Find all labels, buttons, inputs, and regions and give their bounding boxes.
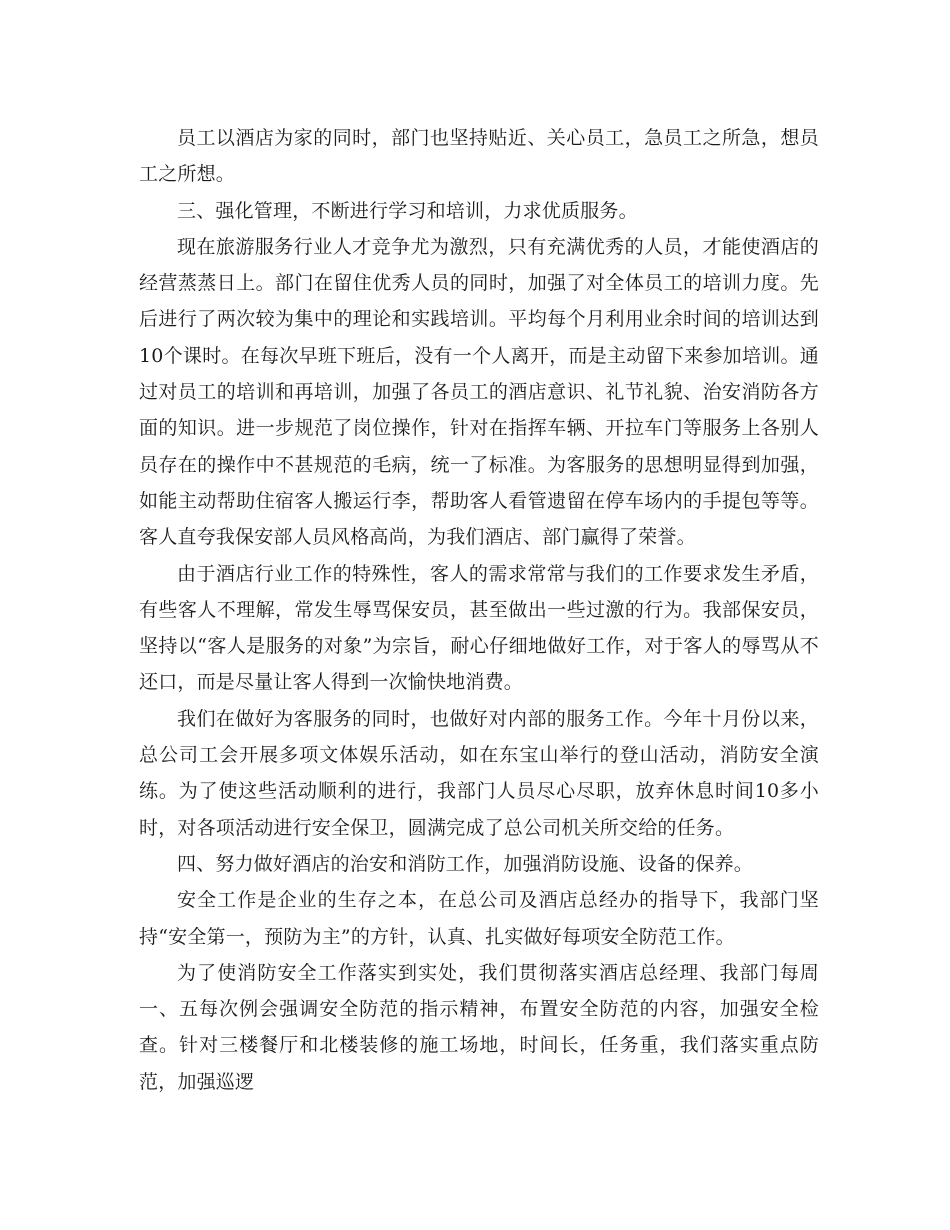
document-body: [139, 120, 819, 1100]
paragraph-internal-service: 我们在做好为客服务的同时，也做好对内部的服务工作。今年十月份以来，总公司工会开展多项文体娱乐活动，如在东宝山举行的登山活动，消防安全演练。为了使这些活动顺利的进行，我部门人员尽心尽职，放弃休息时间10多小时，对各项活动进行安全保卫，圆满完成了总公司机关所交给的任务。: [139, 707, 819, 839]
paragraph-employee-care: 员工以酒店为家的同时，部门也坚持贴近、关心员工，急员工之所急，想员工之所想。: [139, 127, 819, 186]
paragraph-customer-conflict: 由于酒店行业工作的特殊性，客人的需求常常与我们的工作要求发生矛盾，有些客人不理解，常发生辱骂保安员，甚至做出一些过激的行为。我部保安员，坚持以“客人是服务的对象”为宗旨，耐心仔细地做好工作，对于客人的辱骂从不还口，而是尽量让客人得到一次愉快地消费。: [139, 562, 819, 694]
section-heading-4: 四、努力做好酒店的治安和消防工作，加强消防设施、设备的保养。: [177, 852, 754, 875]
paragraph-safety-policy: 安全工作是企业的生存之本，在总公司及酒店总经办的指导下，我部门坚持“安全第一，预防为主”的方针，认真、扎实做好每项安全防范工作。: [139, 889, 819, 948]
section-heading-3: 三、强化管理，不断进行学习和培训，力求优质服务。: [177, 199, 638, 222]
paragraph-training: 现在旅游服务行业人才竞争尤为激烈，只有充满优秀的人员，才能使酒店的经营蒸蒸日上。部门在留住优秀人员的同时，加强了对全体员工的培训力度。先后进行了两次较为集中的理论和实践培训。平均每个月利用业余时间的培训达到10个课时。在每次早班下班后，没有一个人离开，而是主动留下来参加培训。通过对员工的培训和再培训，加强了各员工的酒店意识、礼节礼貌、治安消防各方面的知识。进一步规范了岗位操作，针对在指挥车辆、开拉车门等服务上各别人员存在的操作中不甚规范的毛病，统一了标准。为客服务的思想明显得到加强，如能主动帮助住宿客人搬运行李，帮助客人看管遗留在停车场内的手提包等等。客人直夸我保安部人员风格高尚，为我们酒店、部门赢得了荣誉。: [139, 235, 819, 549]
paragraph-fire-safety: 为了使消防安全工作落实到实处，我们贯彻落实酒店总经理、我部门每周一、五每次例会强调安全防范的指示精神，布置安全防范的内容，加强安全检查。针对三楼餐厅和北楼装修的施工场地，时间长，任务重，我们落实重点防范，加强巡逻: [139, 961, 819, 1093]
